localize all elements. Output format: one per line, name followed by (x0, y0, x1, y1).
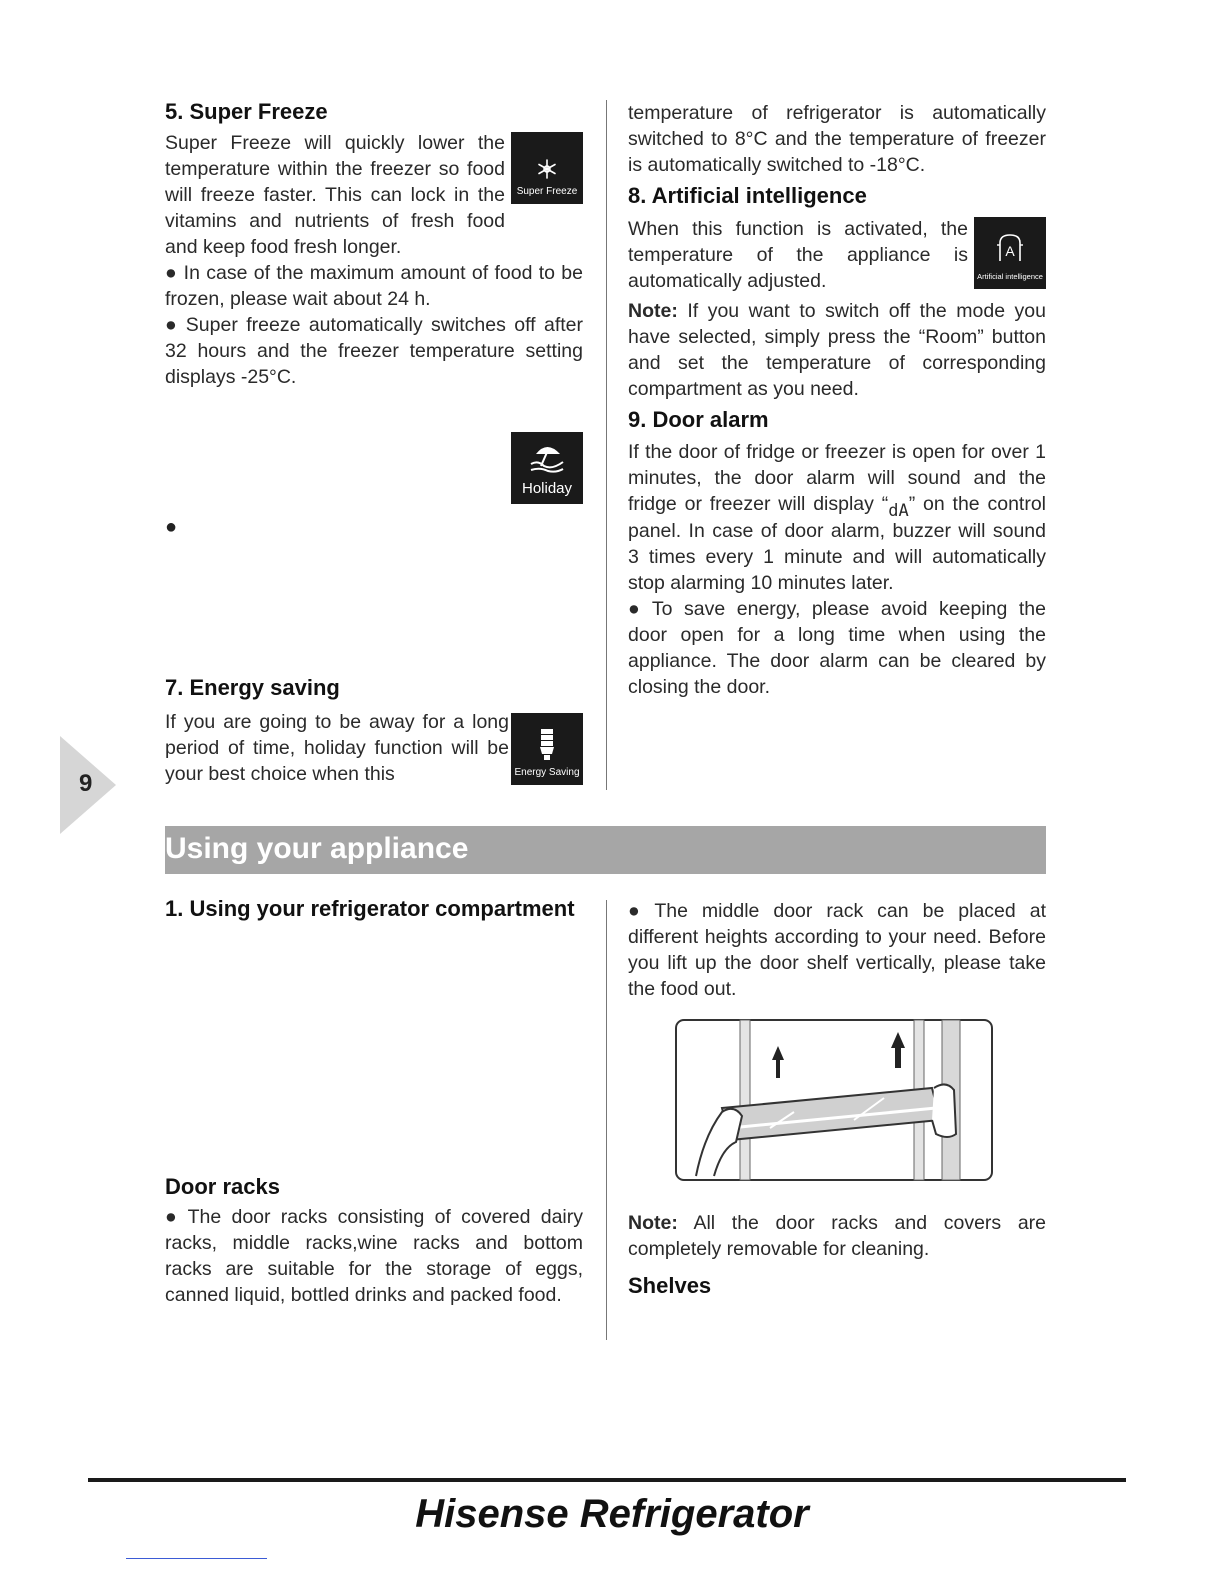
fridge-compartment-title: 1. Using your refrigerator compartment (165, 896, 575, 921)
energy-saving-title: 7. Energy saving (165, 675, 340, 700)
super-freeze-title: 5. Super Freeze (165, 99, 328, 124)
ai-brain-icon (993, 231, 1027, 265)
svg-text:A: A (1005, 243, 1015, 259)
door-alarm-section (628, 439, 1046, 700)
super-freeze-bullet-2: ● Super freeze automatically switches off after 32 hours and the freezer temperature setting displays -25°C. (165, 312, 583, 390)
ai-body: When this function is activated, the temperature of the appliance is automatically adjusted. (628, 218, 968, 292)
door-alarm-body-a: If the door of fridge or freezer is open for over 1 minutes, the door alarm will sound and the fridge or freezer will display “ (628, 441, 1046, 515)
holiday-icon-label: Holiday (521, 480, 573, 497)
ai-note-label: Note: (628, 300, 678, 322)
door-alarm-title: 9. Door alarm (628, 407, 769, 432)
ai-note-text: If you want to switch off the mode you have selected, simply press the “Room” button and set the temperature of corresponding compartment as you need. (628, 300, 1046, 400)
page-number: 9 (79, 770, 93, 797)
holiday-icon (511, 432, 583, 504)
shelves-title: Shelves (628, 1273, 712, 1298)
beach-umbrella-icon (528, 442, 566, 474)
energy-saving-body: If you are going to be away for a long period of time, holiday function will be your best choice when this (165, 711, 509, 785)
super-freeze-bullet-1: ● In case of the maximum amount of food to be frozen, please wait about 24 h. (165, 260, 583, 312)
door-racks-title: Door racks (165, 1174, 280, 1199)
ai-icon-label: Artificial intelligence (977, 272, 1043, 281)
super-freeze-icon-label: Super Freeze (516, 186, 578, 197)
snowflake-icon (536, 158, 558, 180)
footer-brand: Hisense Refrigerator (415, 1492, 809, 1536)
door-alarm-body (628, 439, 1046, 596)
door-alarm-body-b: ” on the control panel. In case of door alarm, buzzer will sound 3 times every 1 minute and will automatically stop alarming 10 minutes later. (628, 493, 1047, 594)
energy-saving-icon (511, 713, 583, 785)
door-racks-bullet: ● The door racks consisting of covered dairy racks, middle racks,wine racks and bottom racks are suitable for the storage of eggs, canned liquid, bottled drinks and packed food. (165, 1204, 583, 1308)
holiday-continued-text: temperature of refrigerator is automatically switched to 8°C and the temperature of freezer is automatically switched to -18°C. (628, 102, 1046, 176)
door-rack-illustration (674, 1016, 994, 1184)
super-freeze-icon (511, 132, 583, 204)
light-bulb-icon (537, 727, 557, 761)
footer-rule (88, 1478, 1126, 1482)
ai-note (628, 298, 1046, 402)
section-banner-title: Using your appliance (165, 832, 469, 865)
door-alarm-display-code: dA (888, 501, 909, 521)
door-racks-note-label: Note: (628, 1212, 678, 1234)
empty-bullet: ● (165, 516, 178, 538)
door-racks-note (628, 1210, 1046, 1262)
middle-rack-bullet: ● The middle door rack can be placed at different heights according to your need. Before you lift up the door shelf vertically, please take the food out. (628, 898, 1046, 1002)
door-racks-note-text: All the door racks and covers are completely removable for cleaning. (628, 1212, 1047, 1260)
section-banner (165, 826, 1046, 874)
column-divider-top (606, 100, 607, 790)
energy-saving-icon-label: Energy Saving (514, 767, 580, 778)
column-divider-bottom (606, 900, 607, 1340)
ai-icon (974, 217, 1046, 289)
super-freeze-body: Super Freeze will quickly lower the temperature within the freezer so food will freeze faster. This can lock in the vitamins and nutrients of fresh food and keep food fresh longer. (165, 132, 505, 258)
door-alarm-bullet: ● To save energy, please avoid keeping the door open for a long time when using the appliance. The door alarm can be cleared by closing the door. (628, 596, 1046, 700)
footer-link-underline (126, 1558, 267, 1559)
ai-title: 8. Artificial intelligence (628, 183, 867, 208)
